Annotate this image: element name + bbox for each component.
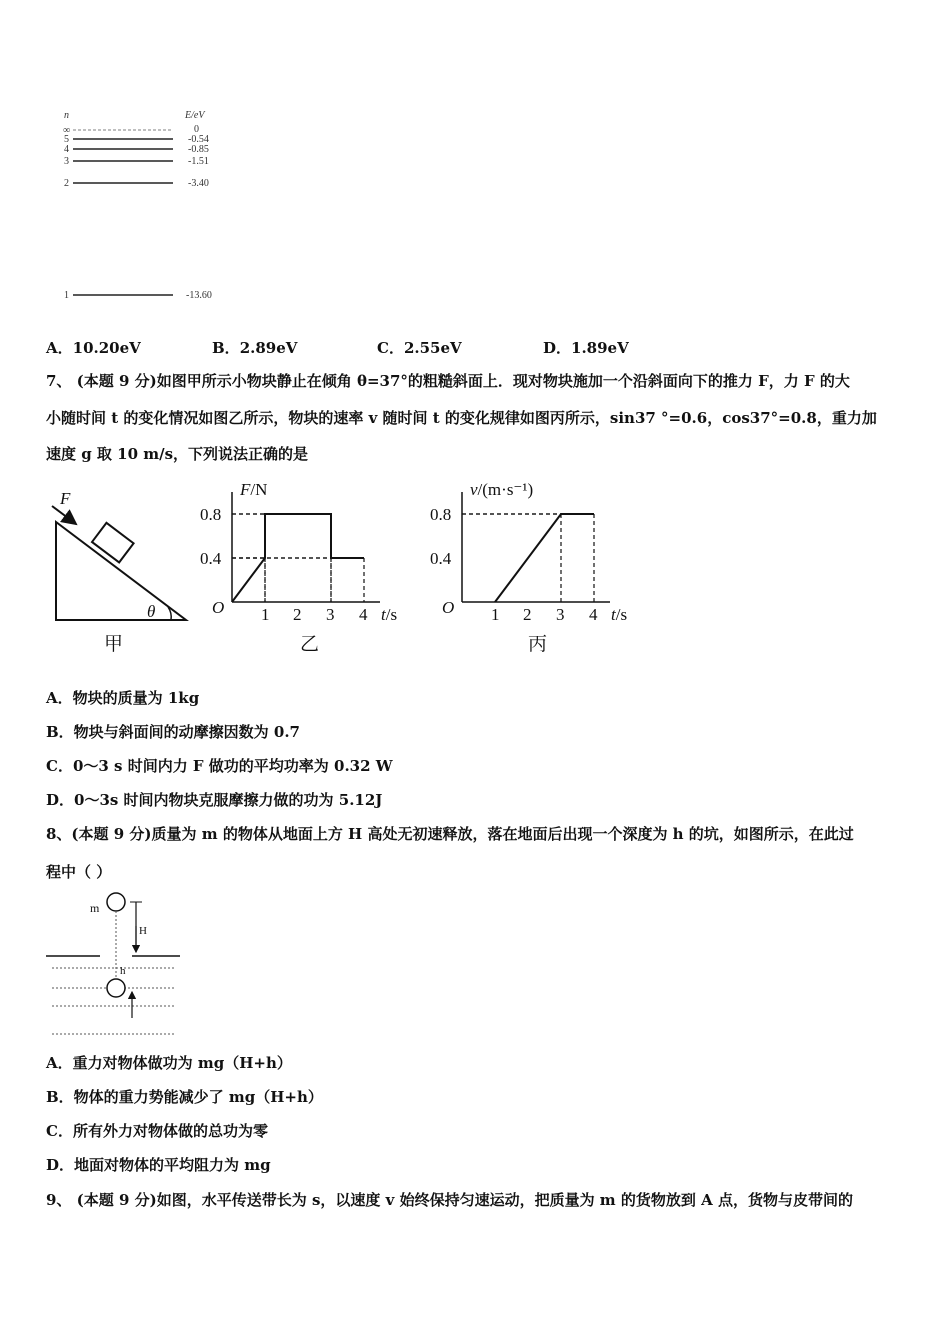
q7-option-d[interactable]: D．0～3s 时间内物块克服摩擦力做的功为 5.12J [46, 791, 383, 809]
origin-label: O [212, 598, 225, 617]
origin-label: O [442, 598, 455, 617]
q6-option-c[interactable]: C．2.55eV [377, 339, 462, 357]
q6-option-a[interactable]: A．10.20eV [46, 339, 141, 357]
energy-level-diagram [55, 104, 245, 304]
q6-option-b[interactable]: B．2.89eV [212, 339, 298, 357]
depth-h-label: h [120, 965, 126, 977]
figure-bing-velocity-chart [430, 480, 627, 655]
q8-option-a[interactable]: A．重力对物体做功为 mg（H+h） [46, 1054, 292, 1072]
angle-label: θ [147, 602, 156, 621]
level-energy-label: -0.54 [188, 134, 209, 145]
x-tick-label: 1 [491, 605, 500, 624]
y-tick-label: 0.8 [430, 505, 452, 524]
energy-header: E/eV [185, 110, 205, 121]
q7-text-line-2: 小随时间 t 的变化情况如图乙所示，物块的速率 v 随时间 t 的变化规律如图丙所示，sin37 °=0.6，cos37°=0.8，重力加 [46, 409, 877, 427]
series-line-v [495, 514, 594, 602]
x-tick-label: 4 [359, 605, 368, 624]
q8-text-line-2: 程中（ ） [46, 863, 112, 881]
figure-yi-force-chart [200, 480, 397, 655]
y-tick-label: 0.4 [200, 549, 222, 568]
q7-option-a[interactable]: A．物块的质量为 1kg [46, 689, 200, 707]
q8-text-line-1: 8、(本题 9 分)质量为 m 的物体从地面上方 H 高处无初速释放，落在地面后出现一个深度为 h 的坑，如图所示，在此过 [46, 825, 854, 843]
level-n-label: 4 [64, 144, 69, 155]
x-tick-label: 3 [556, 605, 565, 624]
level-n-label: ∞ [63, 125, 71, 136]
ball-top [107, 893, 125, 911]
x-axis-label: t/s [611, 605, 628, 624]
figure-jia-incline [52, 489, 186, 655]
level-energy-label: -1.51 [188, 156, 209, 167]
mass-label: m [90, 901, 100, 915]
x-tick-label: 4 [589, 605, 598, 624]
n-header: n [64, 110, 69, 121]
q8-drop-figure [44, 888, 184, 1040]
level-n-label: 2 [64, 178, 69, 189]
x-tick-label: 2 [523, 605, 532, 624]
q7-figures [40, 478, 660, 663]
block [92, 523, 134, 563]
caption-bing: 丙 [528, 634, 548, 655]
x-tick-label: 2 [293, 605, 302, 624]
level-energy-label: -13.60 [186, 290, 212, 301]
y-tick-label: 0.4 [430, 549, 452, 568]
level-n-label: 1 [64, 290, 69, 301]
ball-bottom [107, 979, 125, 997]
q7-text-line-1: 7、 (本题 9 分)如图甲所示小物块静止在倾角 θ=37°的粗糙斜面上．现对物块施加一个沿斜面向下的推力 F，力 F 的大 [46, 372, 850, 390]
y-axis-label: F/N [240, 480, 268, 499]
y-axis-label: v/(m·s⁻¹) [470, 480, 534, 499]
level-energy-label: -3.40 [188, 178, 209, 189]
caption-yi: 乙 [300, 634, 320, 655]
level-energy-label: -0.85 [188, 144, 209, 155]
level-n-label: 5 [64, 134, 69, 145]
x-tick-label: 3 [326, 605, 335, 624]
level-n-label: 3 [64, 156, 69, 167]
y-tick-label: 0.8 [200, 505, 222, 524]
q6-option-d[interactable]: D．1.89eV [543, 339, 629, 357]
q8-option-b[interactable]: B．物体的重力势能减少了 mg（H+h） [46, 1088, 323, 1106]
q7-text-line-3: 速度 g 取 10 m/s，下列说法正确的是 [46, 445, 309, 463]
q8-option-d[interactable]: D．地面对物体的平均阻力为 mg [46, 1156, 271, 1174]
q9-text-line-1: 9、 (本题 9 分)如图，水平传送带长为 s，以速度 v 始终保持匀速运动，把质量为 m 的货物放到 A 点，货物与皮带间的 [46, 1191, 853, 1209]
caption-jia: 甲 [104, 634, 124, 655]
q7-option-c[interactable]: C．0～3 s 时间内力 F 做功的平均功率为 0.32 W [46, 757, 393, 775]
force-label: F [60, 489, 71, 508]
q7-option-b[interactable]: B．物块与斜面间的动摩擦因数为 0.7 [46, 723, 300, 741]
level-energy-label: 0 [194, 124, 199, 135]
x-tick-label: 1 [261, 605, 270, 624]
x-axis-label: t/s [381, 605, 398, 624]
q8-option-c[interactable]: C．所有外力对物体做的总功为零 [46, 1122, 268, 1140]
height-H-label: H [139, 925, 147, 937]
